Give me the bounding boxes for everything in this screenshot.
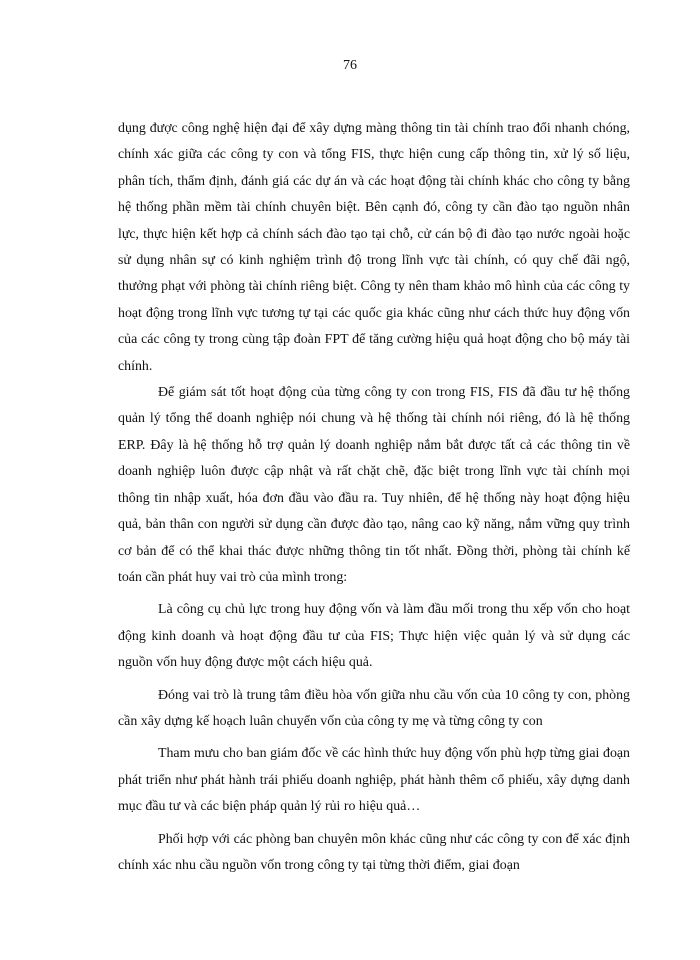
paragraph-6: Phối hợp với các phòng ban chuyên môn khác cũng như các công ty con để xác định chính xác nhu cầu nguồn vốn trong công ty tại từng thời điểm, giai đoạn [118,831,630,873]
paragraph-2: Để giám sát tốt hoạt động của từng công ty con trong FIS, FIS đã đầu tư hệ thống quản lý tổng thể doanh nghiệp nói chung và hệ thống tài chính nói riêng, đó là hệ thống ERP. Đây là hệ thống hỗ trợ quản lý doanh nghiệp nắm bắt được tất cả các thông tin về doanh nghiệp luôn được cập nhật và rất chặt chẽ, đặc biệt trong lĩnh vực tài chính mọi thông tin nhập xuất, hóa đơn đầu vào đầu ra. Tuy nhiên, để hệ thống này hoạt động hiệu quả, bản thân con người sử dụng cần được đào tạo, nâng cao kỹ năng, nắm vững quy trình cơ bản để có thể khai thác được những thông tin tốt nhất. Đồng thời, phòng tài chính kế toán cần phát huy vai trò của mình trong: [118,385,630,585]
paragraph-4: Đóng vai trò là trung tâm điều hòa vốn giữa nhu cầu vốn của 10 công ty con, phòng cần xây dựng kế hoạch luân chuyển vốn của công ty mẹ và từng công ty con [118,687,630,729]
paragraph-1: dụng được công nghệ hiện đại để xây dựng màng thông tin tài chính trao đổi nhanh chóng, chính xác giữa các công ty con và tổng FIS, thực hiện cung cấp thông tin, xử lý số liệu, phân tích, thẩm định, đánh giá các dự án và các hoạt động tài chính khác cho công ty bằng hệ thống phần mềm tài chính chuyên biệt. Bên cạnh đó, công ty cần đào tạo nguồn nhân lực, thực hiện kết hợp cả chính sách đào tạo tại chỗ, cử cán bộ đi đào tạo nước ngoài hoặc sử dụng nhân sự có kinh nghiệm trình độ trong lĩnh vực tài chính, có quy chế đãi ngộ, thưởng phạt với phòng tài chính riêng biệt. Công ty nên tham khảo mô hình của các công ty hoạt động trong lĩnh vực tương tự tại các quốc gia khác cũng như cách thức huy động vốn của các công ty trong cùng tập đoàn FPT để tăng cường hiệu quả hoạt động cho bộ máy tài chính. [118,121,630,374]
paragraph-5: Tham mưu cho ban giám đốc về các hình thức huy động vốn phù hợp từng giai đoạn phát triển như phát hành trái phiếu doanh nghiệp, phát hành thêm cổ phiếu, xây dựng danh mục đầu tư và các biện pháp quản lý rủi ro hiệu quả… [118,746,630,815]
body-text [118,116,630,879]
page-number: 76 [343,58,357,73]
paragraph-3: Là công cụ chủ lực trong huy động vốn và làm đầu mối trong thu xếp vốn cho hoạt động kinh doanh và hoạt động đầu tư của FIS; Thực hiện việc quản lý và sử dụng các nguồn vốn huy động được một cách hiệu quả. [118,602,630,671]
